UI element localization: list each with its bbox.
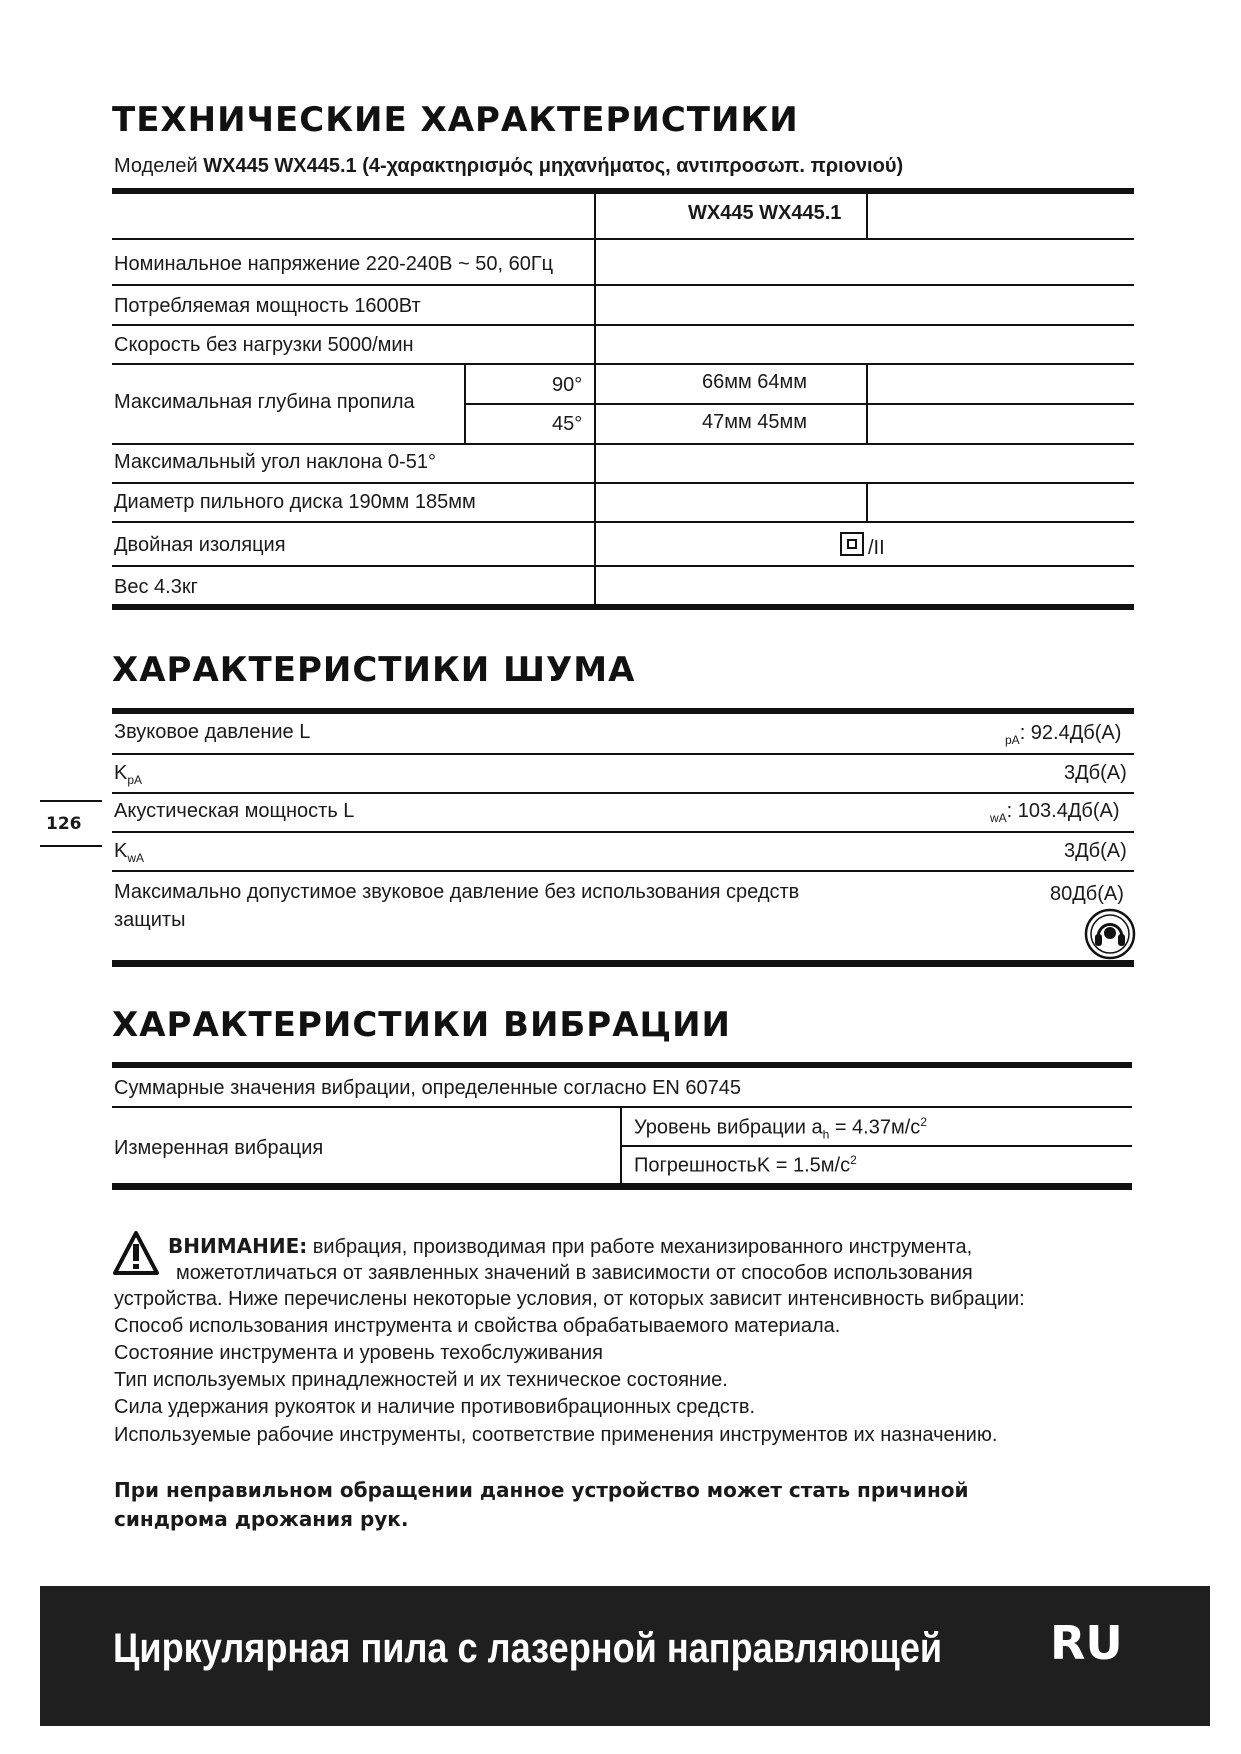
warning-line3: устройства. Ниже перечислены некоторые условия, от которых зависит интенсивность вибрации:: [114, 1288, 1025, 1310]
spec-power: Потребляемая мощность 1600Вт: [114, 295, 421, 317]
models-prefix: Моделей: [114, 155, 198, 177]
row-rule: [112, 284, 1134, 286]
page-number-rule-top: [40, 800, 102, 802]
warning-line1-text: вибрация, производимая при работе механизированного инструмента,: [307, 1236, 973, 1258]
spec-depth-label: Максимальная глубина пропила: [114, 391, 415, 413]
row-rule: [112, 870, 1134, 872]
noise-title: ХАРАКТЕРИСТИКИ ШУМА: [112, 650, 636, 690]
row-rule: [112, 482, 1134, 484]
page-number-rule-bottom: [40, 845, 102, 847]
page-number: 126: [46, 814, 82, 834]
noise-max-line1: Максимально допустимое звуковое давление без использования средств: [114, 881, 800, 903]
row-rule: [112, 792, 1134, 794]
warning-item: Используемые рабочие инструменты, соответствие применения инструментов их назначению.: [114, 1424, 998, 1446]
vibration-level-label: Уровень вибрации a: [634, 1116, 823, 1139]
warning-item: Сила удержания рукояток и наличие противовибрационных средств.: [114, 1396, 756, 1418]
noise-top-rule: [112, 708, 1134, 714]
warning-line2: можетотличаться от заявленных значений в зависимости от способов использования: [176, 1262, 973, 1284]
noise-kwa-value: 3Дб(A): [1064, 840, 1127, 862]
vibration-error-sup: 2: [850, 1153, 857, 1167]
spec-bevel: Максимальный угол наклона 0-51°: [114, 451, 436, 473]
row-rule: [112, 831, 1134, 833]
spec-voltage: Номинальное напряжение 220-240В ~ 50, 60Гц: [114, 253, 554, 275]
warning-bold-line1: При неправильном обращении данное устройство может стать причиной: [114, 1478, 969, 1502]
noise-bottom-rule: [112, 960, 1134, 967]
warning-bold-line2: синдрома дрожания рук.: [114, 1507, 409, 1531]
ear-protection-icon: [1084, 908, 1136, 960]
specs-title: ТЕХНИЧЕСКИЕ ХАРАКТЕРИСТИКИ: [112, 100, 799, 140]
row-rule: [464, 403, 1134, 405]
spec-speed: Скорость без нагрузки 5000/мин: [114, 334, 414, 356]
noise-kpa-label: K: [114, 762, 128, 784]
models-bold: WX445 WX445.1 (4-χαρακτηρισμός μηχανήματος, αντιπροσωπ. πριονιού): [203, 155, 904, 177]
models-line: [114, 155, 903, 178]
depth-45-angle: 45°: [552, 413, 583, 435]
warning-line1: [168, 1234, 972, 1259]
warning-icon: [112, 1230, 160, 1276]
col-divider: [594, 194, 596, 604]
noise-kpa-sub: pA: [127, 773, 143, 787]
insulation-value: /II: [868, 537, 885, 559]
depth-90-angle: 90°: [552, 374, 583, 396]
vibration-level-sup: 2: [920, 1115, 927, 1129]
vibration-measured-label: Измеренная вибрация: [114, 1137, 324, 1159]
noise-kpa: [114, 762, 142, 787]
warning-heading: ВНИМАНИЕ:: [168, 1234, 308, 1258]
footer-banner: [40, 1586, 1210, 1726]
vibration-title: ХАРАКТЕРИСТИКИ ВИБРАЦИИ: [112, 1005, 731, 1045]
vibration-level-value: = 4.37м/с: [829, 1116, 921, 1139]
vibration-top-rule: [112, 1062, 1132, 1068]
spec-blade: Диаметр пильного диска 190мм 185мм: [114, 491, 476, 513]
warning-item: Тип используемых принадлежностей и их техническое состояние.: [114, 1369, 728, 1391]
noise-kwa: [114, 840, 144, 865]
row-rule: [112, 443, 1134, 445]
noise-max-value: 80Дб(A): [1050, 883, 1124, 905]
noise-pressure-label: Звуковое давление L: [114, 721, 311, 743]
warning-item: Способ использования инструмента и свойства обрабатываемого материала.: [114, 1315, 841, 1337]
depth-90-value: 66мм 64мм: [702, 371, 808, 393]
row-rule: [112, 363, 1134, 365]
noise-power-value: : 103.4Дб(A): [1006, 800, 1120, 822]
noise-pressure-sub: pA: [1005, 733, 1020, 747]
col-divider-2: [866, 194, 868, 239]
vibration-level: [634, 1115, 927, 1142]
row-rule: [112, 565, 1134, 567]
row-rule: [112, 521, 1134, 523]
column-header: WX445 WX445.1: [688, 202, 842, 224]
row-rule: [112, 1106, 1132, 1108]
row-rule: [620, 1145, 1132, 1147]
noise-pressure-value-wrap: [1005, 722, 1121, 747]
spec-insulation: Двойная изоляция: [114, 534, 286, 556]
noise-power-sub: wA: [990, 811, 1007, 825]
row-rule: [112, 324, 1134, 326]
depth-45-value: 47мм 45мм: [702, 411, 808, 433]
noise-power-label: Акустическая мощность L: [114, 800, 355, 822]
row-rule: [112, 753, 1134, 755]
table-bottom-rule: [112, 604, 1134, 610]
table-top-rule: [112, 188, 1134, 194]
noise-kwa-label: K: [114, 840, 128, 862]
noise-kpa-value: 3Дб(A): [1064, 762, 1127, 784]
double-insulation-icon: [840, 532, 864, 556]
noise-pressure-value: : 92.4Дб(A): [1019, 722, 1122, 744]
warning-item: Состояние инструмента и уровень техобслуживания: [114, 1342, 603, 1364]
footer-title: Циркулярная пила с лазерной направляющей: [113, 1624, 943, 1671]
vibration-bottom-rule: [112, 1183, 1132, 1190]
noise-kwa-sub: wA: [127, 851, 145, 865]
spec-weight: Вес 4.3кг: [114, 576, 198, 598]
vibration-error: [634, 1153, 857, 1178]
noise-max-line2: защиты: [114, 909, 186, 931]
footer-lang: RU: [1050, 1616, 1123, 1670]
vibration-level-sub: h: [822, 1127, 830, 1142]
noise-power-value-wrap: [990, 800, 1120, 825]
vibration-summary: Суммарные значения вибрации, определенные согласно EN 60745: [114, 1077, 742, 1099]
vibration-error-label: ПогрешностьK = 1.5м/с: [634, 1154, 851, 1177]
row-rule: [112, 238, 1134, 240]
blade-divider: [866, 482, 868, 522]
